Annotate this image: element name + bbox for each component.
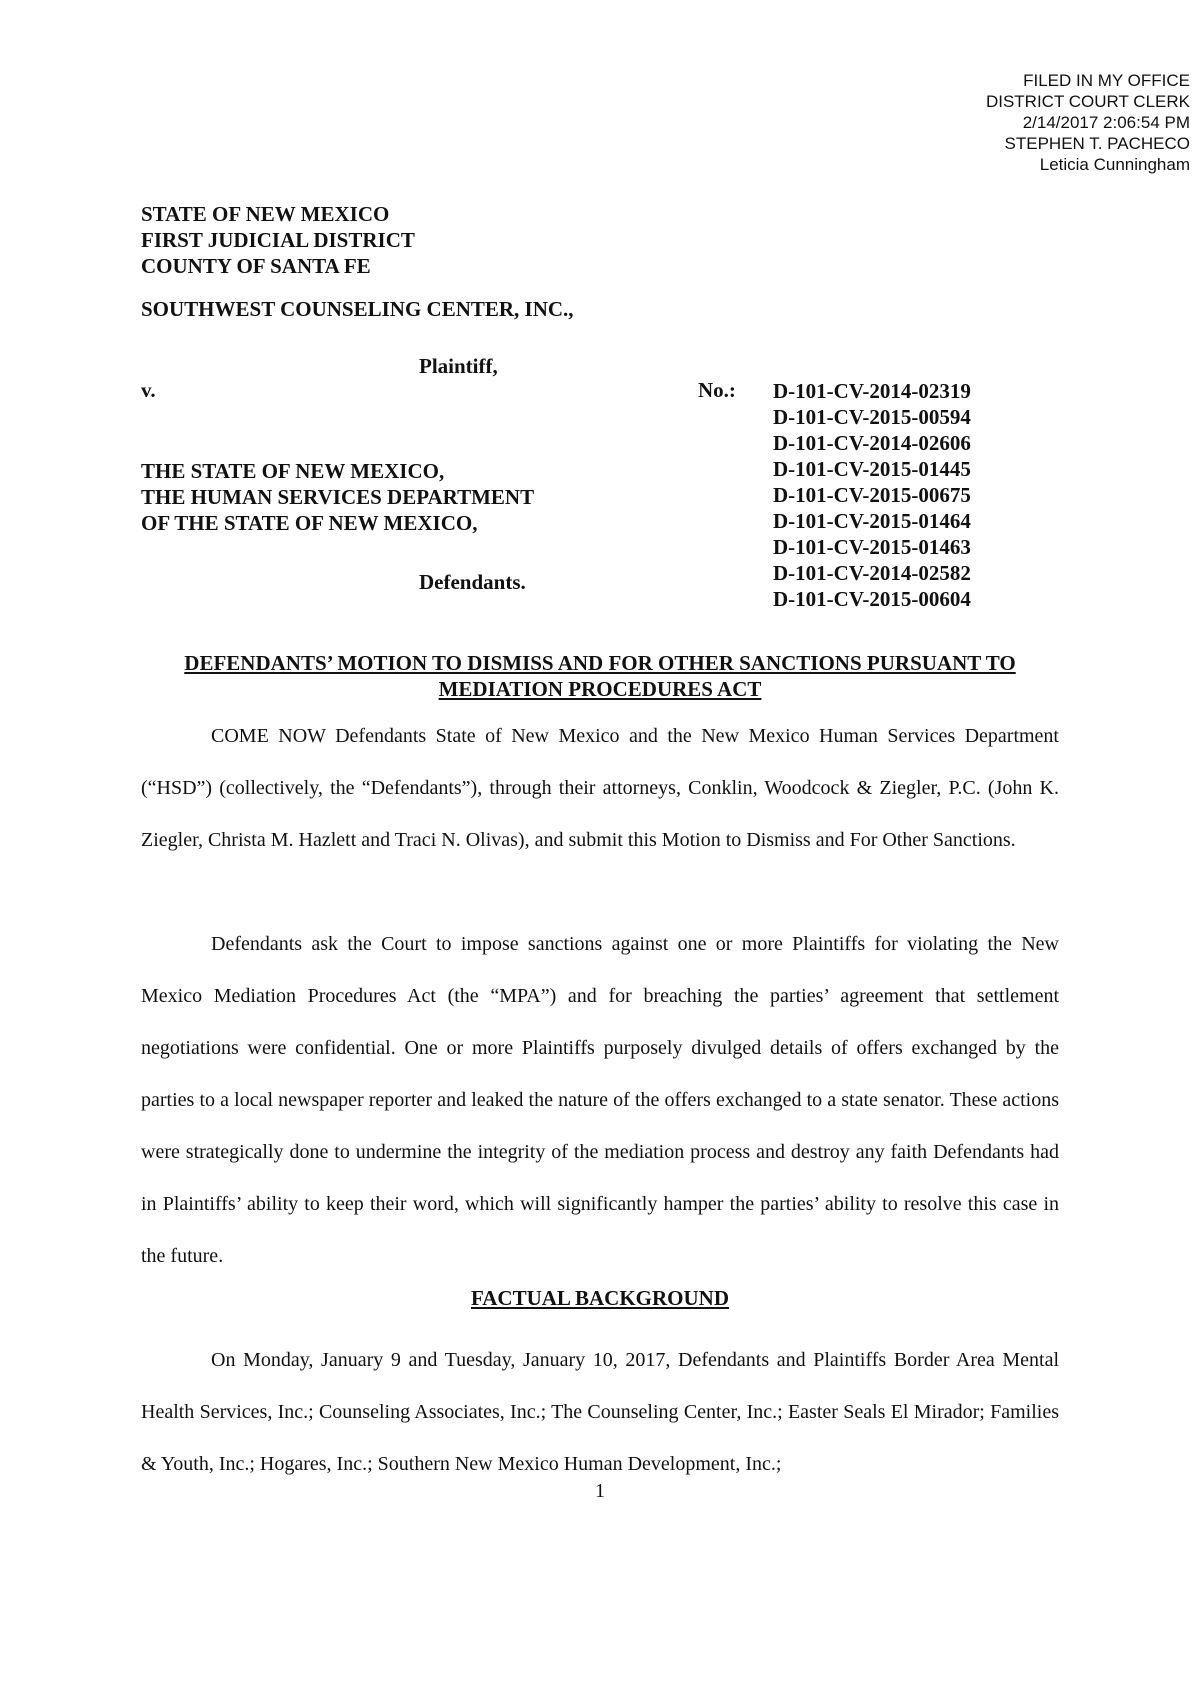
court-county: COUNTY OF SANTA FE [141,254,371,278]
case-number-label: No.: [698,378,736,402]
court-state: STATE OF NEW MEXICO [141,202,390,226]
filing-stamp-clerk: STEPHEN T. PACHECO [1004,134,1190,153]
court-district: FIRST JUDICIAL DISTRICT [141,228,415,252]
filing-stamp-line: FILED IN MY OFFICE [1023,71,1190,90]
motion-title-line: MEDIATION PROCEDURES ACT [438,677,762,701]
motion-title [141,650,1059,702]
court-header [141,201,415,279]
defendant-line: THE HUMAN SERVICES DEPARTMENT [141,485,535,509]
body-paragraph-1: COME NOW Defendants State of New Mexico and the New Mexico Human Services Department (“HSD”) (collectively, the “Defendants”), through their attorneys, Conklin, Woodcock & Ziegler, P.C. (John K. Ziegler, Christa M. Hazlett and Traci N. Olivas), and submit this Motion to Dismiss and For Other Sanctions. [141,725,1059,851]
versus-label: v. [141,378,156,402]
body-paragraph-3: On Monday, January 9 and Tuesday, January 10, 2017, Defendants and Plaintiffs Border Area Mental Health Services, Inc.; Counseling Associates, Inc.; The Counseling Center, Inc.; Easter Seals El Mirador; Families & Youth, Inc.; Hogares, Inc.; Southern New Mexico Human Development, Inc.; [141,1349,1059,1475]
body-paragraph-2: Defendants ask the Court to impose sanctions against one or more Plaintiffs for violating the New Mexico Mediation Procedures Act (the “MPA”) and for breaching the parties’ agreement that settlement negotiations were confidential. One or more Plaintiffs purposely divulged details of offers exchanged by the parties to a local newspaper reporter and leaked the nature of the offers exchanged to a state senator. These actions were strategically done to undermine the integrity of the mediation process and destroy any faith Defendants had in Plaintiffs’ ability to keep their word, which will significantly hamper the parties’ ability to resolve this case in the future. [141,933,1059,1267]
filing-stamp-deputy: Leticia Cunningham [1039,155,1190,174]
defendant-line: OF THE STATE OF NEW MEXICO, [141,511,478,535]
filing-stamp-date: 2/14/2017 2:06:54 PM [1022,113,1190,132]
plaintiff-name: SOUTHWEST COUNSELING CENTER, INC., [141,297,574,321]
case-number: D-101-CV-2014-02582 [773,561,971,585]
defendant-label: Defendants. [419,570,526,594]
case-number: D-101-CV-2014-02606 [773,431,971,455]
case-number: D-101-CV-2015-00604 [773,587,971,611]
page-number: 1 [595,1480,605,1502]
case-number: D-101-CV-2015-01463 [773,535,971,559]
case-number: D-101-CV-2015-01464 [773,509,971,533]
defendant-line: THE STATE OF NEW MEXICO, [141,459,445,483]
motion-title-line: DEFENDANTS’ MOTION TO DISMISS AND FOR OTHER SANCTIONS PURSUANT TO [184,651,1016,675]
filing-stamp [986,70,1190,175]
case-number-list [773,378,971,612]
case-number: D-101-CV-2015-00594 [773,405,971,429]
case-number: D-101-CV-2015-00675 [773,483,971,507]
case-number: D-101-CV-2015-01445 [773,457,971,481]
filing-stamp-line: DISTRICT COURT CLERK [985,92,1190,111]
case-number: D-101-CV-2014-02319 [773,379,971,403]
plaintiff-label: Plaintiff, [419,354,498,378]
defendant-names [141,458,534,536]
section-heading: FACTUAL BACKGROUND [470,1286,730,1310]
